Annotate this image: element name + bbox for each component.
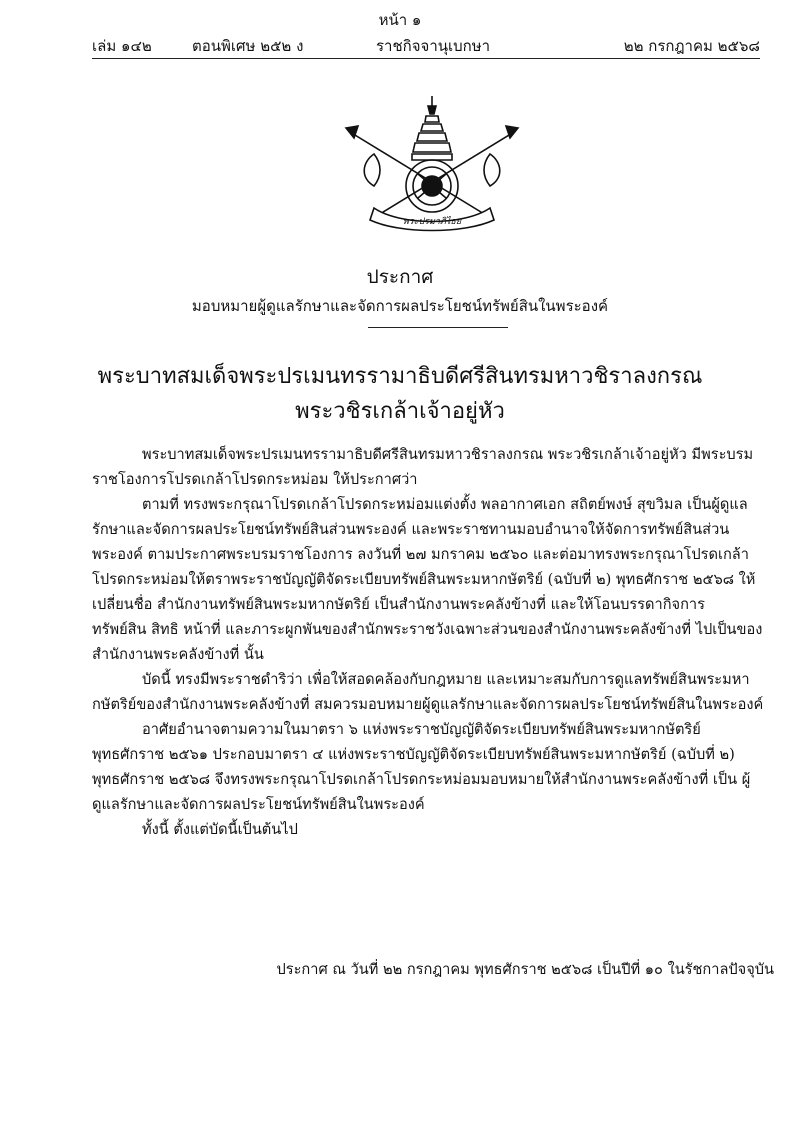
body-paragraph: พระบาทสมเด็จพระปรเมนทรรามาธิบดีศรีสินทรมหาวชิราลงกรณ พระวชิรเกล้าเจ้าอยู่หัว มีพระบรมราชโองการโปรดเกล้าโปรดกระหม่อม ให้ประกาศว่า bbox=[92, 446, 754, 488]
document-subject: มอบหมายผู้ดูแลรักษาและจัดการผลประโยชน์ทรัพย์สินในพระองค์ bbox=[191, 297, 609, 315]
document-body bbox=[92, 442, 764, 842]
document-type: ประกาศ bbox=[366, 266, 434, 288]
volume-label: เล่ม ๑๔๒ bbox=[92, 37, 152, 55]
body-paragraph: ทั้งนี้ ตั้งแต่บัดนี้เป็นต้นไป bbox=[142, 821, 298, 838]
gazette-name: ราชกิจจานุเบกษา bbox=[376, 37, 491, 55]
body-paragraph: ตามที่ ทรงพระกรุณาโปรดเกล้าโปรดกระหม่อมแต่งตั้ง พลอากาศเอก สถิตย์พงษ์ สุขวิมล เป็นผู้ดูแลรักษาและจัดการผลประโยชน์ทรัพย์สินส่วนพระองค์ และพระราชทานมอบอำนาจให้จัดการทรัพย์สินส่วนพระองค์ ตามประกาศพระบรมราชโองการ ลงวันที่ ๒๗ มกราคม ๒๕๖๐ และต่อมาทรงพระกรุณาโปรดเกล้าโปรดกระหม่อมให้ตราพระราชบัญญัติจัดระเบียบทรัพย์สินพระมหากษัตริย์ (ฉบับที่ ๒) พุทธศักราช ๒๕๖๘ ให้เปลี่ยนชื่อ สำนักงานทรัพย์สินพระมหากษัตริย์ เป็นสำนักงานพระคลังข้างที่ และให้โอนบรรดากิจการ ทรัพย์สิน สิทธิ หน้าที่ และภาระผูกพันของสำนักพระราชวังเฉพาะส่วนของสำนักงานพระคลังข้างที่ ไปเป็นของสำนักงานพระคลังข้างที่ นั้น bbox=[92, 496, 763, 663]
page-number: หน้า ๑ bbox=[378, 11, 422, 29]
header-date: ๒๒ กรกฎาคม ๒๕๖๘ bbox=[623, 37, 760, 55]
svg-text:พระปรมาภิไธย: พระปรมาภิไธย bbox=[402, 217, 462, 227]
title-divider bbox=[368, 327, 508, 328]
proclamation-date-line: ประกาศ ณ วันที่ ๒๒ กรกฎาคม พุทธศักราช ๒๕๖๘ เป็นปีที่ ๑๐ ในรัชกาลปัจจุบัน bbox=[276, 961, 774, 978]
body-paragraph: บัดนี้ ทรงมีพระราชดำริว่า เพื่อให้สอดคล้องกับกฎหมาย และเหมาะสมกับการดูแลทรัพย์สินพระมหากษัตริย์ของสำนักงานพระคลังข้างที่ สมควรมอบหมายผู้ดูแลรักษาและจัดการผลประโยชน์ทรัพย์สินในพระองค์ bbox=[92, 671, 764, 713]
section-label: ตอนพิเศษ ๒๕๒ ง bbox=[192, 37, 304, 55]
gazette-header bbox=[92, 34, 760, 59]
king-name-line-1: พระบาทสมเด็จพระปรเมนทรรามาธิบดีศรีสินทรมหาวชิราลงกรณ bbox=[97, 364, 703, 389]
king-name-line-2: พระวชิรเกล้าเจ้าอยู่หัว bbox=[295, 399, 505, 424]
royal-garuda-emblem-icon bbox=[344, 92, 520, 232]
body-paragraph: อาศัยอำนาจตามความในมาตรา ๖ แห่งพระราชบัญญัติจัดระเบียบทรัพย์สินพระมหากษัตริย์ พุทธศักราช ๒๕๖๑ ประกอบมาตรา ๔ แห่งพระราชบัญญัติจัดระเบียบทรัพย์สินพระมหากษัตริย์ (ฉบับที่ ๒) พุทธศักราช ๒๕๖๘ จึงทรงพระกรุณาโปรดเกล้าโปรดกระหม่อมมอบหมายให้สำนักงานพระคลังข้างที่ เป็น ผู้ดูแลรักษาและจัดการผลประโยชน์ทรัพย์สินในพระองค์ bbox=[92, 721, 751, 813]
